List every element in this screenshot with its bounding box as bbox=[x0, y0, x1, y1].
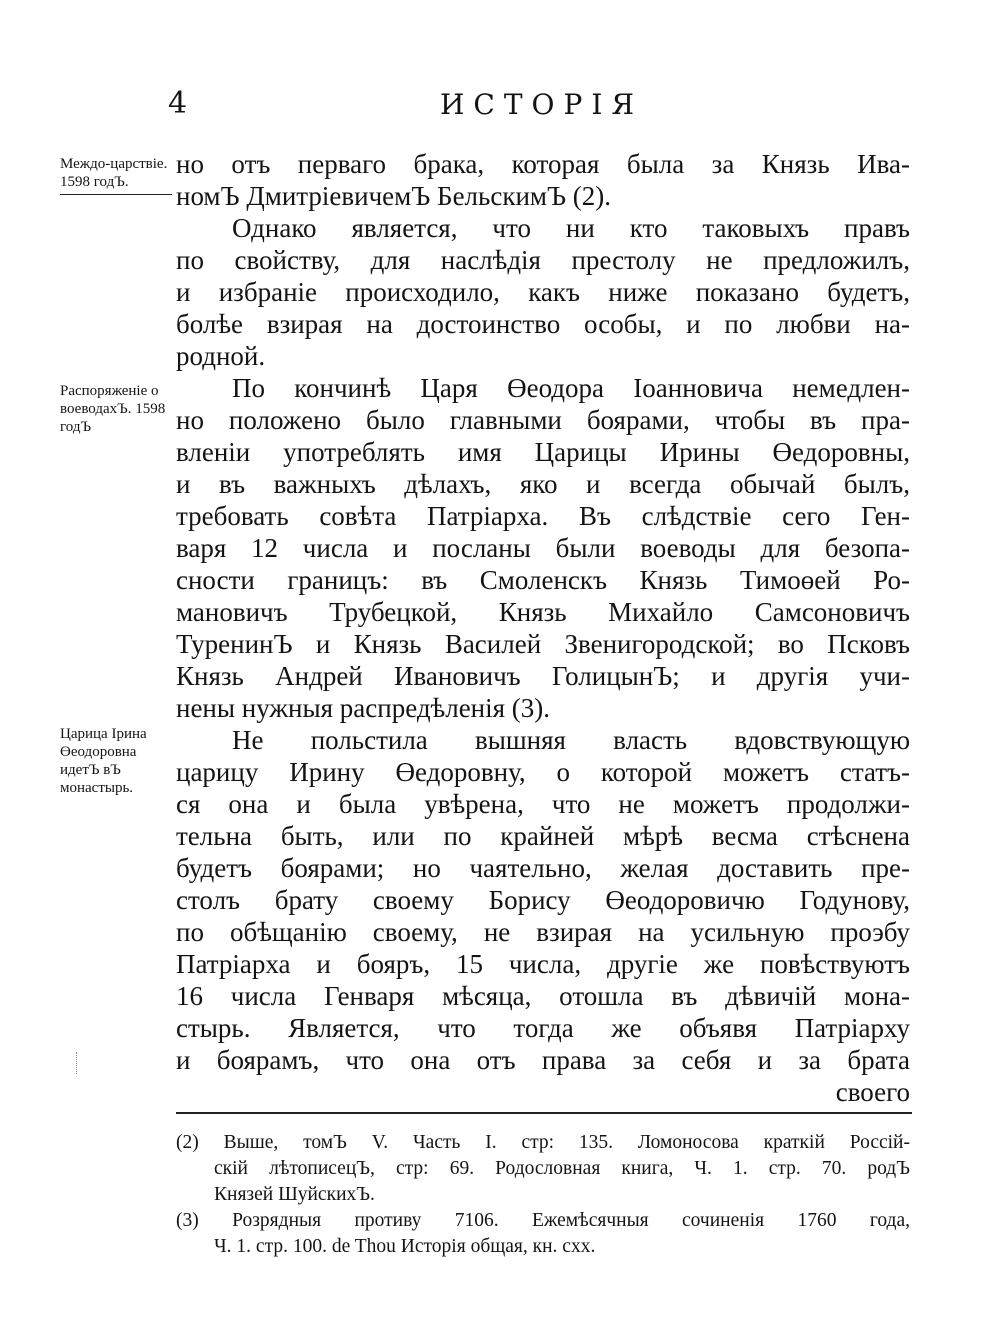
footnote-line: (3) Розрядныя противу 7106. Ежемѣсячныя сочиненія 1760 года, bbox=[176, 1210, 910, 1231]
body-line: и избраніе происходило, какъ ниже показано будетъ, bbox=[176, 277, 910, 307]
body-line: но положено было главными боярами, чтобы въ пра- bbox=[176, 405, 910, 435]
body-line: по обѣщанію своему, не взирая на усильную проэбу bbox=[176, 917, 910, 947]
body-line: родной. bbox=[176, 341, 266, 371]
body-line: Не польстила вышняя власть вдовствующую bbox=[232, 725, 910, 755]
footnote-line: (2) Выше, томЪ V. Часть I. стр: 135. Ломоносова краткій Россій- bbox=[176, 1132, 910, 1153]
body-line: требовать совѣта Патріарха. Въ слѣдствіе сего Ген- bbox=[176, 501, 910, 531]
margin-note-interregnum: Междо-царствіе. 1598 годЪ. bbox=[60, 155, 172, 195]
body-line: мановичъ Трубецкой, Князь Михайло Самсоновичъ bbox=[176, 597, 910, 627]
body-line: варя 12 числа и посланы были воеводы для безопа- bbox=[176, 533, 910, 563]
body-line: но отъ перваго брака, которая была за Князь Ива- bbox=[176, 149, 910, 179]
catchword: своего bbox=[835, 1077, 910, 1107]
margin-note-voivodes: Распоряженіе о воеводахЪ. 1598 годЪ bbox=[60, 383, 166, 435]
body-line: болѣе взирая на достоинство особы, и по любви на- bbox=[176, 309, 910, 339]
body-line: тельна быть, или по крайней мѣрѣ весма стѣснена bbox=[176, 821, 910, 851]
body-line: Однако является, что ни кто таковыхъ правъ bbox=[232, 213, 910, 243]
margin-note-tsaritsa-irina: Царица Ірина Өеодоровна идетЪ вЪ монастырь. bbox=[60, 726, 147, 796]
body-line: сности границъ: въ Смоленскъ Князь Тимоөей Ро- bbox=[176, 565, 910, 595]
body-line: 16 числа Генваря мѣсяца, отошла въ дѣвичій мона- bbox=[176, 981, 910, 1011]
body-line: стырь. Является, что тогда же объявя Патріарху bbox=[176, 1013, 910, 1043]
footnote-line: Князей ШуйскихЪ. bbox=[214, 1184, 375, 1205]
body-line: нены нужныя распредѣленія (3). bbox=[176, 693, 551, 723]
footnote-line: скій лѣтописецЪ, стр: 69. Родословная книга, Ч. 1. стр. 70. родЪ bbox=[214, 1158, 910, 1179]
body-line: По кончинѣ Царя Өеодора Іоанновича немедлен- bbox=[232, 373, 910, 403]
body-line: по свойству, для наслѣдія престолу не предложилъ, bbox=[176, 245, 910, 275]
footnote-line: Ч. 1. стр. 100. de Thou Исторія общая, кн. cxx. bbox=[214, 1236, 596, 1257]
body-line: номЪ ДмитріевичемЪ БельскимЪ (2). bbox=[176, 181, 612, 211]
body-line: Патріарха и бояръ, 15 числа, другіе же повѣствуютъ bbox=[176, 949, 910, 979]
body-line: Князь Андрей Ивановичъ ГолицынЪ; и другія учи- bbox=[176, 661, 910, 691]
body-line: и въ важныхъ дѣлахъ, яко и всегда обычай былъ, bbox=[176, 469, 910, 499]
body-line: царицу Ирину Өедоровну, о которой можетъ статъ- bbox=[176, 757, 910, 787]
body-line: ся она и была увѣрена, что не можетъ продолжи- bbox=[176, 789, 910, 819]
body-line: ТуренинЪ и Князь Василей Звенигородской; во Псковъ bbox=[176, 629, 910, 659]
running-head: ИСТОРІЯ bbox=[440, 88, 643, 121]
body-line: и боярамъ, что она отъ права за себя и за брата bbox=[176, 1045, 910, 1075]
body-line: столъ брату своему Борису Өеодоровичю Годунову, bbox=[176, 885, 910, 915]
body-line: будетъ боярами; но чаятельно, желая доставить пре- bbox=[176, 853, 910, 883]
page-number: 4 bbox=[168, 86, 188, 121]
body-line: вленіи употреблять имя Царицы Ирины Өедоровны, bbox=[176, 437, 910, 467]
footnote-divider bbox=[176, 1112, 912, 1114]
margin-mark bbox=[76, 1052, 78, 1074]
